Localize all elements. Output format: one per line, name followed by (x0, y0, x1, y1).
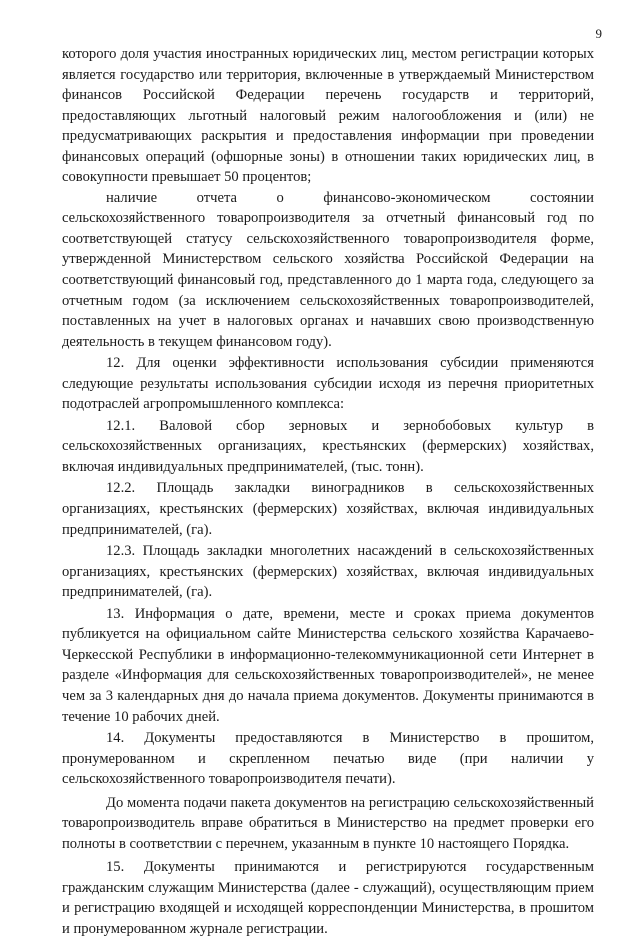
paragraph-12-2-vineyards: 12.2. Площадь закладки виноградников в сельскохозяйственных организациях, крестьянских (фермерских) хозяйствах, включая индивидуальных предпринимателей, (га). (62, 480, 594, 538)
page-number: 9 (595, 26, 602, 41)
paragraph-12-1-grain: 12.1. Валовой сбор зерновых и зернобобовых культур в сельскохозяйственных организациях, крестьянских (фермерских) хозяйствах, включая индивидуальных предпринимателей, (тыс. тонн). (62, 417, 594, 475)
paragraph-financial-report: наличие отчета о финансово-экономическом состоянии сельскохозяйственного товаропроизводителя за отчетный финансовый год по соответствующей статусу сельскохозяйственного товаропроизводителя форме, утвержденной Министерством сельского хозяйства Российской Федерации на соответствующий финансовый год, представленного до 1 марта года, следующего за отчетным годом (за исключением сельскохозяйственных товаропроизводителей, поставленных на учет в налоговых органах и начавших свою производственную деятельность в текущем финансовом году). (62, 189, 594, 350)
paragraph-14-documents: 14. Документы предоставляются в Министерство в прошитом, пронумерованном и скрепленном печатью виде (при наличии у сельскохозяйственного товаропроизводителя печати). (62, 730, 594, 788)
paragraph-12-results: 12. Для оценки эффективности использования субсидии применяются следующие результаты использования субсидии исходя из перечня приоритетных подотраслей агропромышленного комплекса: (62, 355, 594, 413)
paragraph-12-3-perennials: 12.3. Площадь закладки многолетних насаждений в сельскохозяйственных организациях, крестьянских (фермерских) хозяйствах, включая индивидуальных предпринимателей, (га). (62, 543, 594, 601)
paragraph-pre-submission-check: До момента подачи пакета документов на регистрацию сельскохозяйственный товаропроизводитель вправе обратиться в Министерство на предмет проверки его полноты в соответствии с перечнем, указанным в пункте 10 настоящего Порядка. (62, 794, 594, 852)
paragraph-offshore-share: которого доля участия иностранных юридических лиц, местом регистрации которых является государство или территория, включенные в утверждаемый Министерством финансов Российской Федерации перечень государств и территорий, предоставляющих льготный налоговый режим налогообложения и (или) не предусматривающих раскрытия и предоставления информации при проведении финансовых операций (офшорные зоны) в отношении таких юридических лиц, в совокупности превышает 50 процентов; (62, 46, 594, 186)
document-body (62, 44, 594, 940)
paragraph-15-registration: 15. Документы принимаются и регистрируются государственным гражданским служащим Министерства (далее - служащий), осуществляющим прием и регистрацию входящей и исходящей корреспонденции Министерства, в прошитом и пронумерованном журнале регистрации. (62, 859, 594, 937)
paragraph-13-information: 13. Информация о дате, времени, месте и сроках приема документов публикуется на официальном сайте Министерства сельского хозяйства Карачаево-Черкесской Республики в информационно-телекоммуникационной сети Интернет в разделе «Информация для сельскохозяйственных товаропроизводителей», не менее чем за 3 календарных дня до начала приема документов. Документы принимаются в течение 10 рабочих дней. (62, 605, 594, 725)
